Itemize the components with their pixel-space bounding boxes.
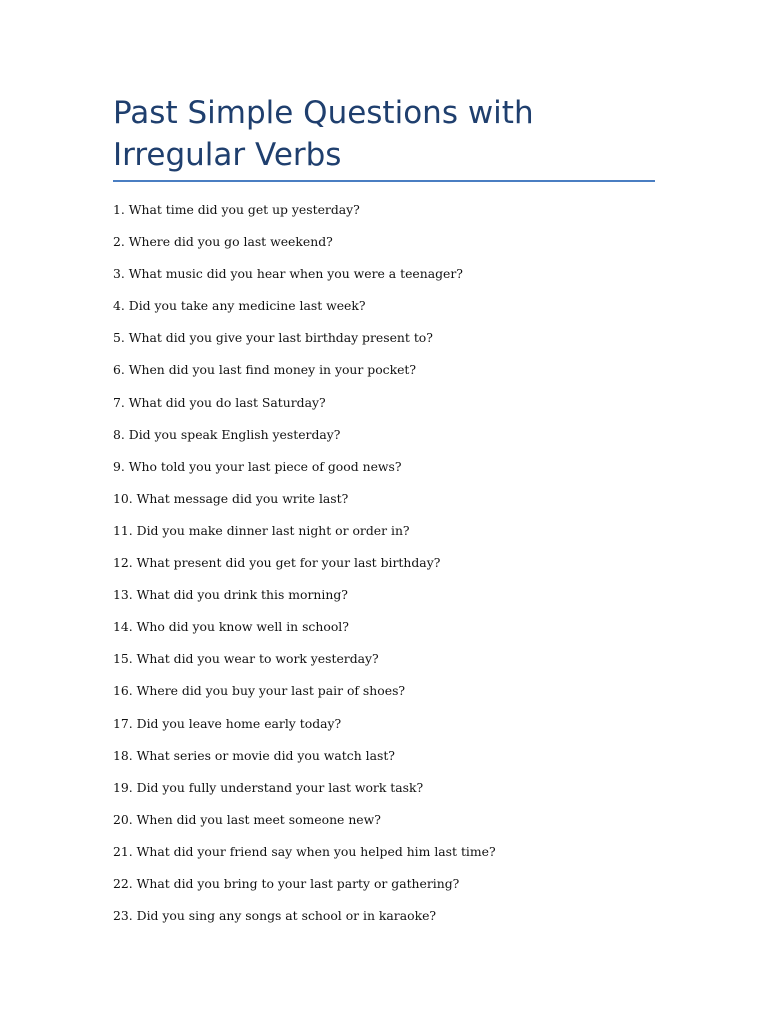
question-item: 9. Who told you your last piece of good news? <box>113 458 402 474</box>
question-item: 2. Where did you go last weekend? <box>113 234 333 250</box>
question-item: 3. What music did you hear when you were a teenager? <box>113 266 463 282</box>
title-divider <box>113 180 655 182</box>
question-item: 1. What time did you get up yesterday? <box>113 202 360 217</box>
question-item: 16. Where did you buy your last pair of shoes? <box>113 683 406 699</box>
page-title: Past Simple Questions with Irregular Verbs <box>113 95 534 173</box>
question-item: 10. What message did you write last? <box>113 490 349 506</box>
question-item: 17. Did you leave home early today? <box>113 715 342 731</box>
question-item: 18. What series or movie did you watch last? <box>113 747 395 763</box>
question-item: 22. What did you bring to your last party or gathering? <box>113 875 460 891</box>
question-item: 4. Did you take any medicine last week? <box>113 298 366 314</box>
question-item: 6. When did you last find money in your pocket? <box>113 362 417 378</box>
question-item: 21. What did your friend say when you helped him last time? <box>113 843 496 859</box>
question-item: 8. Did you speak English yesterday? <box>113 426 341 442</box>
question-item: 11. Did you make dinner last night or order in? <box>113 522 410 538</box>
question-item: 12. What present did you get for your last birthday? <box>113 555 441 571</box>
question-item: 13. What did you drink this morning? <box>113 587 348 603</box>
question-item: 5. What did you give your last birthday present to? <box>113 330 433 346</box>
question-item: 19. Did you fully understand your last work task? <box>113 779 424 795</box>
question-item: 14. Who did you know well in school? <box>113 619 349 635</box>
question-item: 15. What did you wear to work yesterday? <box>113 651 379 667</box>
question-list <box>113 201 673 939</box>
question-item: 23. Did you sing any songs at school or in karaoke? <box>113 908 437 924</box>
question-item: 20. When did you last meet someone new? <box>113 811 381 827</box>
question-item: 7. What did you do last Saturday? <box>113 394 326 410</box>
